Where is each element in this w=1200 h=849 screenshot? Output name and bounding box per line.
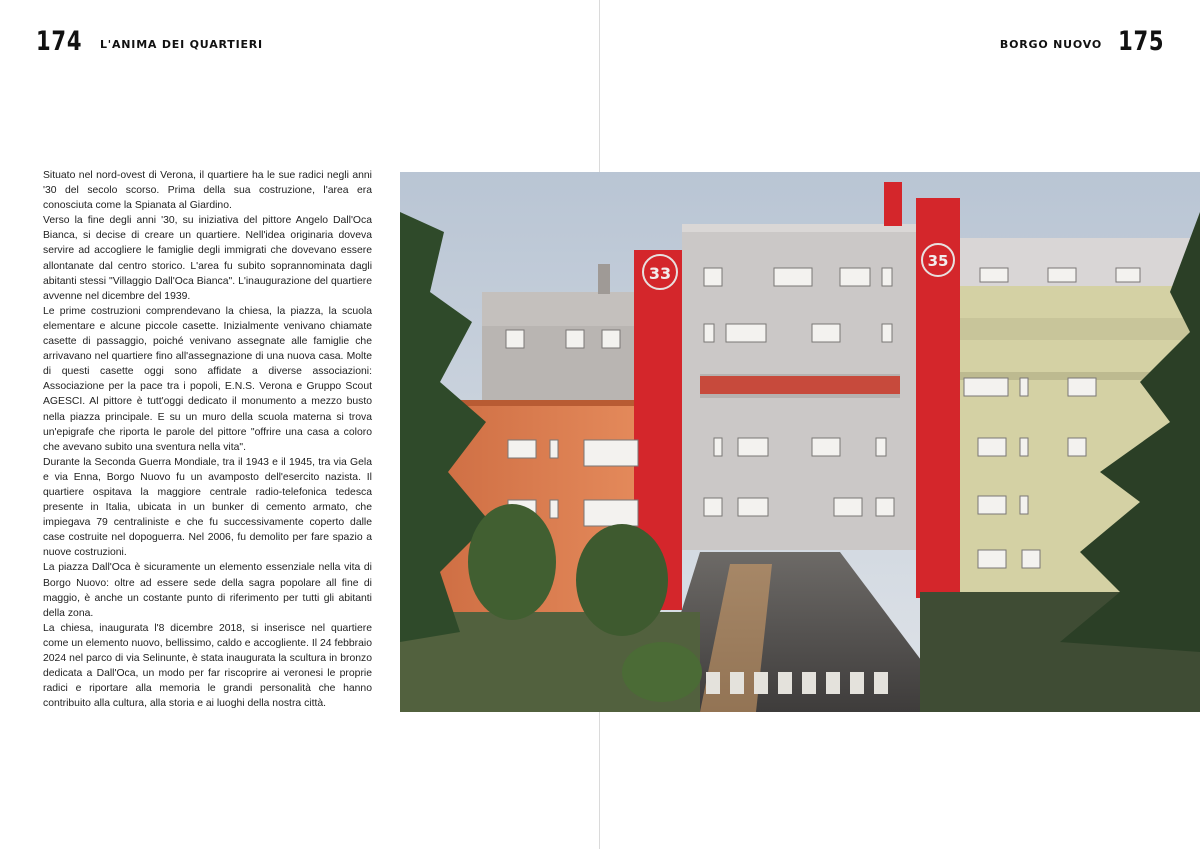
paragraph: La piazza Dall'Oca è sicuramente un elemento essenziale nella vita di Borgo Nuovo: oltre ad essere sede della sagra popolare all fine di maggio, è anche un costante punto di riferimento per tutti gli abitanti della zona.	[43, 562, 372, 619]
building-number-35: 35	[927, 252, 949, 270]
paragraph: Durante la Seconda Guerra Mondiale, tra il 1943 e il 1945, tra via Gela e via Enna, Borgo Nuovo fu un avamposto dell'esercito nazista. Il quartiere ospitava la maggiore centrale radio-telefonica tedesca presente in Italia, ubicata in un bunker di cemento armato, che impiegava 79 centraliniste e che fu successivamente coperto dalle case costruite nel dopoguerra. Nel 2006, fu demolito per fare spazio a nuove costruzioni.	[43, 456, 372, 559]
paragraph: Verso la fine degli anni '30, su iniziativa del pittore Angelo Dall'Oca Bianca, si decise di creare un quartiere. Nell'idea originaria doveva servire ad accogliere le famiglie degli immigrati che dovevano essere allontanate dal centro storico. L'area fu subito soprannominata dagli abitanti stessi "Villaggio Dall'Oca Bianca". L'inaugurazione del quartiere avvenne nel dicembre del 1939.	[43, 215, 372, 302]
right-running-head: BORGO NUOVO	[999, 38, 1102, 51]
right-page-number: 175	[1117, 26, 1164, 57]
paragraph: Situato nel nord-ovest di Verona, il quartiere ha le sue radici negli anni '30 del secolo scorso. Prima della sua costruzione, l'area era conosciuta come la Spianata al Giardino.	[43, 170, 372, 212]
building-photo	[400, 172, 1200, 712]
body-text	[43, 168, 372, 711]
left-running-head: L'ANIMA DEI QUARTIERI	[100, 38, 263, 51]
building-number-33: 33	[648, 264, 672, 283]
paragraph: La chiesa, inaugurata l'8 dicembre 2018, si inserisce nel quartiere come un elemento nuovo, bellissimo, caldo e accogliente. Il 24 febbraio 2024 nel parco di via Selinunte, è stata inaugurata la scultura in bronzo dedicata a Dall'Oca, un modo per far riscoprire ai veronesi le proprie radici e riportare alla memoria le grandi personalità che hanno contribuito alla cultura, alla storia e ai luoghi della nostra città.	[43, 622, 372, 710]
left-page-number: 174	[36, 26, 83, 57]
tree-center	[576, 524, 668, 636]
paragraph: Le prime costruzioni comprendevano la chiesa, la piazza, la scuola elementare e alcune piccole casette. Inizialmente venivano chiamate casette di passaggio, poiché venivano assegnate alle famiglie che arrivavano nel quartiere fino all'assegnazione di una nuova casa. Molte di questi casette oggi sono affidate a diverse associazioni: Associazione per la pace tra i popoli, E.N.S. Verona e Gruppo Scout AGESCI. Al pittore è tutt'oggi dedicato il monumento a mezzo busto nella piazza principale. E su un muro della scuola materna si trova un'epigrafe che riporta le parole del pittore "offrire una casa a coloro che avevano subito una sventura nella vita".	[43, 305, 372, 453]
